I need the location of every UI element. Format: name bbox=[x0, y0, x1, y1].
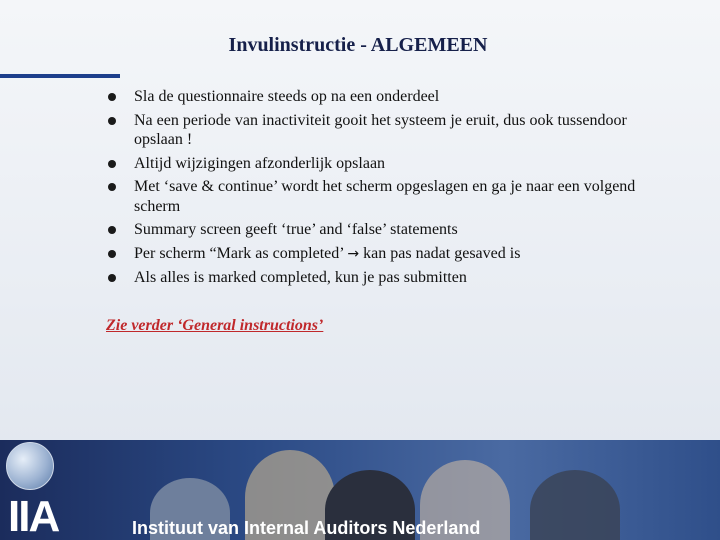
bullet-dot-icon bbox=[108, 274, 116, 282]
bullet-item bbox=[106, 220, 666, 240]
bullet-text: kan pas nadat gesaved is bbox=[363, 244, 521, 262]
bullet-text: Met ‘save & continue’ wordt het scherm opgeslagen en ga je naar een volgend scherm bbox=[134, 178, 636, 215]
organization-name: Instituut van Internal Auditors Nederland bbox=[132, 518, 481, 538]
bullet-text: Per scherm “Mark as completed’ bbox=[134, 244, 344, 262]
bullet-item bbox=[106, 177, 666, 216]
see-also-link[interactable]: Zie verder ‘General instructions’ bbox=[106, 317, 324, 334]
photo-person bbox=[530, 470, 620, 540]
slide-title: Invulinstructie - ALGEMEEN bbox=[228, 34, 488, 56]
bullet-item bbox=[106, 111, 666, 150]
bullet-dot-icon bbox=[108, 117, 116, 125]
iia-logo: IIA bbox=[8, 492, 59, 540]
bullet-text: Als alles is marked completed, kun je pas submitten bbox=[134, 269, 467, 286]
globe-icon bbox=[6, 442, 54, 490]
bullet-item bbox=[106, 154, 666, 174]
bullet-item bbox=[106, 244, 666, 265]
bullet-text: Na een periode van inactiviteit gooit het systeem je eruit, dus ook tussendoor opslaan ! bbox=[134, 111, 627, 148]
footer-banner bbox=[0, 440, 720, 540]
bullet-list bbox=[106, 87, 666, 292]
bullet-dot-icon bbox=[108, 183, 116, 191]
bullet-dot-icon bbox=[108, 250, 116, 258]
arrow-right-icon: → bbox=[347, 245, 360, 262]
bullet-dot-icon bbox=[108, 160, 116, 168]
bullet-text: Sla de questionnaire steeds op na een onderdeel bbox=[134, 88, 440, 105]
title-rule bbox=[0, 74, 120, 78]
bullet-item bbox=[106, 268, 666, 288]
bullet-text: Altijd wijzigingen afzonderlijk opslaan bbox=[134, 154, 386, 172]
bullet-dot-icon bbox=[108, 226, 116, 234]
bullet-item bbox=[106, 87, 666, 107]
bullet-text: Summary screen geeft ‘true’ and ‘false’ statements bbox=[134, 221, 458, 238]
bullet-dot-icon bbox=[108, 93, 116, 101]
